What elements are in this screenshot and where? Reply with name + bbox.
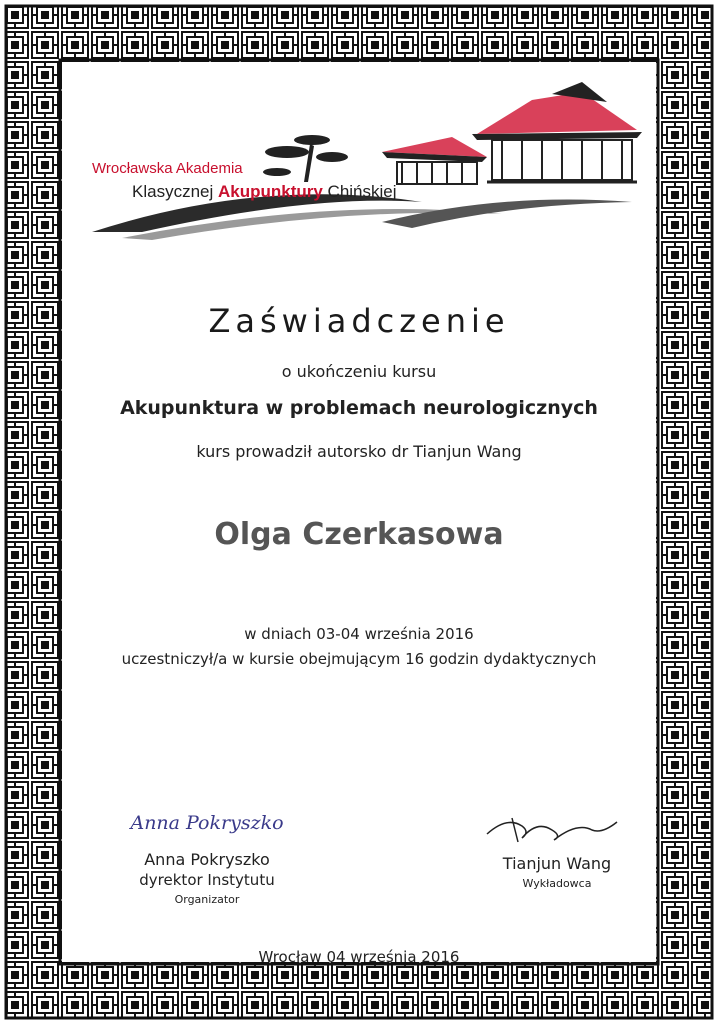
lecturer-name: Tianjun Wang [502,854,612,873]
organizer-label: Organizator [174,893,240,906]
certificate-subtitle: o ukończeniu kursu [281,362,437,381]
academy-logo [82,82,642,302]
logo-accent-word: Akupunktury [217,182,323,201]
place-and-date: Wrocław 04 września 2016 [258,948,460,966]
lecturer-handwritten-signature [482,812,632,844]
organizer-handwritten-signature: Anna Pokryszko [130,812,284,834]
organizer-signature-block [92,812,322,906]
certificate-title: Zaświadczenie [208,302,510,340]
certificate-content [62,62,656,966]
course-name: Akupunktura w problemach neurologicznych [120,397,598,419]
lecturer-signature-block [467,812,647,890]
participation-statement: uczestniczył/a w kursie obejmującym 16 godzin dydaktycznych [121,650,597,668]
logo-line-2 [132,182,397,202]
recipient-name: Olga Czerkasowa [214,517,504,552]
course-dates: w dniach 03-04 września 2016 [244,625,474,643]
large-pagoda-icon [472,82,642,182]
logo-line-1: Wrocławska Akademia [92,160,243,177]
pine-tree-icon [263,135,348,182]
lecturer-line: kurs prowadził autorsko dr Tianjun Wang [196,442,522,461]
organizer-role: dyrektor Instytutu [139,871,275,889]
organizer-name: Anna Pokryszko [144,850,270,869]
logo-line-2-prefix: Klasycznej [132,182,218,201]
lecturer-label: Wykładowca [522,877,592,890]
small-pagoda-icon [382,137,487,184]
logo-line-2-suffix: Chińskiej [322,182,397,201]
